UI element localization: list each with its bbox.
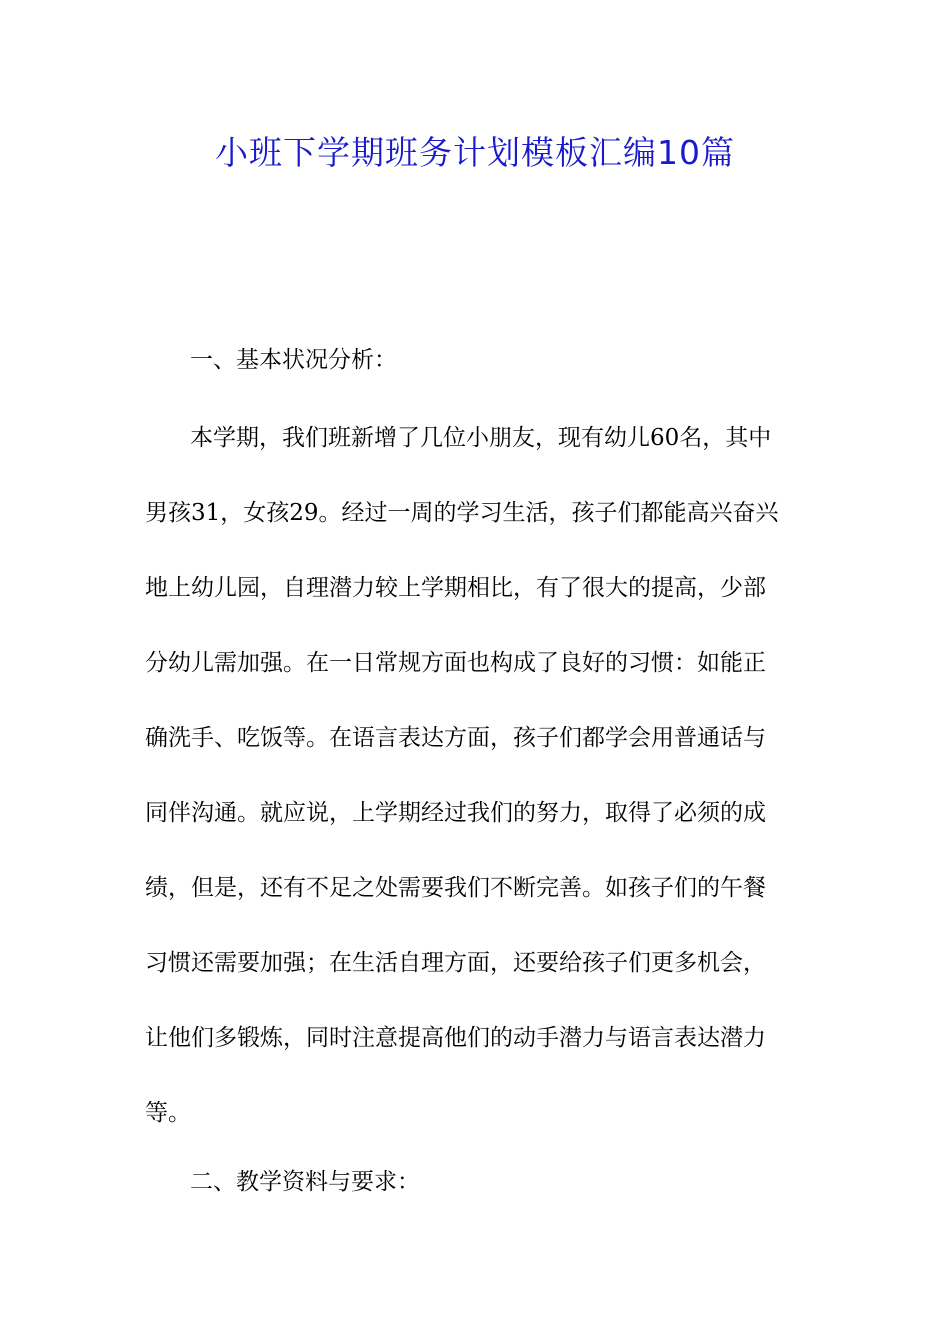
paragraph-line: 确洗手、吃饭等。在语言表达方面，孩子们都学会用普通话与 — [145, 725, 766, 751]
document-title: 小班下学期班务计划模板汇编10篇 — [215, 133, 735, 172]
section-heading-teaching-materials: 二、教学资料与要求： — [190, 1169, 420, 1195]
paragraph-line: 同伴沟通。就应说，上学期经过我们的努力，取得了必须的成 — [145, 800, 766, 826]
paragraph-line: 本学期，我们班新增了几位小朋友，现有幼儿60名，其中 — [190, 425, 772, 451]
paragraph-line: 绩，但是，还有不足之处需要我们不断完善。如孩子们的午餐 — [145, 875, 766, 901]
paragraph-line: 地上幼儿园，自理潜力较上学期相比，有了很大的提高，少部 — [145, 575, 766, 601]
paragraph-line: 分幼儿需加强。在一日常规方面也构成了良好的习惯：如能正 — [145, 650, 766, 676]
section-heading-basic-analysis: 一、基本状况分析： — [190, 347, 397, 373]
paragraph-basic-analysis — [145, 418, 810, 1168]
paragraph-line: 习惯还需要加强；在生活自理方面，还要给孩子们更多机会， — [145, 950, 766, 976]
paragraph-line: 让他们多锻炼，同时注意提高他们的动手潜力与语言表达潜力 — [145, 1025, 766, 1051]
paragraph-line: 男孩31，女孩29。经过一周的学习生活，孩子们都能高兴奋兴 — [145, 500, 779, 526]
paragraph-line: 等。 — [145, 1100, 191, 1126]
